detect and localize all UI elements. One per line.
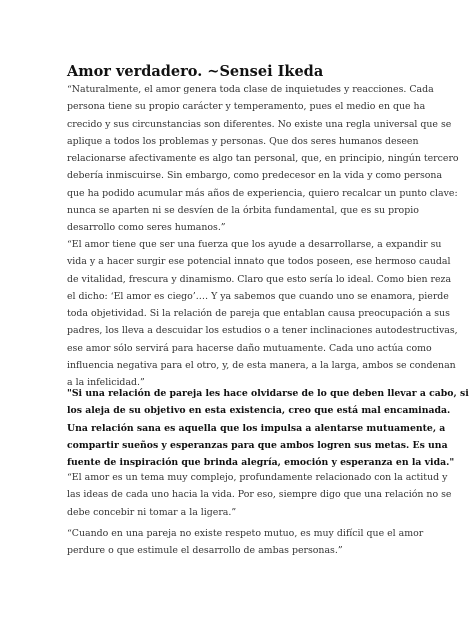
paragraph-line: influencia negativa para el otro, y, de esta manera, a la larga, ambos se condenan — [67, 360, 456, 372]
paragraph-line: el dicho: ‘El amor es ciego’.… Y ya sabemos que cuando uno se enamora, pierde — [67, 290, 449, 302]
paragraph-line: las ideas de cada uno hacia la vida. Por eso, siempre digo que una relación no se — [67, 489, 452, 501]
paragraph-line: ese amor sólo servirá para hacerse daño mutuamente. Cada uno actúa como — [67, 342, 432, 354]
paragraph-naturalmente — [67, 81, 459, 237]
paragraph-line: fuente de inspiración que brinda alegría, emoción y esperanza en la vida." — [67, 457, 455, 469]
paragraph-bold-quote — [67, 385, 469, 471]
paragraph-line: de vitalidad, frescura y dinamismo. Claro que esto sería lo ideal. Como bien reza — [67, 273, 452, 285]
paragraph-line: perdure o que estimule el desarrollo de ambas personas.” — [67, 545, 343, 557]
paragraph-line: “Naturalmente, el amor genera toda clase de inquietudes y reacciones. Cada — [67, 84, 434, 95]
paragraph-line: compartir sueños y esperanzas para que ambos logren sus metas. Es una — [67, 439, 448, 451]
paragraph-line: persona tiene su propio carácter y temperamento, pues el medio en que ha — [67, 101, 426, 113]
paragraph-line: relacionarse afectivamente es algo tan personal, que, en principio, ningún tercero — [67, 153, 459, 165]
paragraph-line: debería inmiscuirse. Sin embargo, como predecesor en la vida y como persona — [67, 170, 443, 182]
paragraph-tema-complejo — [67, 469, 452, 521]
paragraph-line: que ha podido acumular más años de experiencia, quiero recalcar un punto clave: — [67, 187, 458, 199]
paragraph-line: nunca se aparten ni se desvíen de la órbita fundamental, que es su propio — [67, 205, 419, 217]
paragraph-line: "Si una relación de pareja les hace olvidarse de lo que deben llevar a cabo, si — [67, 388, 469, 399]
paragraph-line: padres, los lleva a descuidar los estudios o a tener inclinaciones autodestructivas, — [67, 325, 458, 337]
document-title: Amor verdadero. ~Sensei Ikeda — [67, 63, 324, 80]
paragraph-line: “El amor es un tema muy complejo, profundamente relacionado con la actitud y — [67, 472, 448, 483]
paragraph-line: aplique a todos los problemas y personas. Que dos seres humanos deseen — [67, 135, 419, 147]
paragraph-line: toda objetividad. Si la relación de pareja que entablan causa preocupación a sus — [67, 308, 450, 320]
paragraph-line: los aleja de su objetivo en esta existencia, creo que está mal encaminada. — [67, 405, 451, 417]
paragraph-line: a la infelicidad.” — [67, 377, 145, 389]
paragraph-line: “Cuando en una pareja no existe respeto mutuo, es muy difícil que el amor — [67, 528, 424, 539]
paragraph-line: vida y a hacer surgir ese potencial innato que todos poseen, ese hermoso caudal — [67, 256, 451, 268]
paragraph-line: debe concebir ni tomar a la ligera.” — [67, 506, 237, 518]
paragraph-line: crecido y sus circunstancias son diferentes. No existe una regla universal que se — [67, 118, 452, 130]
paragraph-respeto-mutuo — [67, 525, 424, 560]
paragraph-el-amor-fuerza — [67, 236, 458, 392]
paragraph-line: Una relación sana es aquella que los impulsa a alentarse mutuamente, a — [67, 422, 446, 434]
paragraph-line: “El amor tiene que ser una fuerza que los ayude a desarrollarse, a expandir su — [67, 239, 442, 250]
paragraph-line: desarrollo como seres humanos.” — [67, 222, 226, 234]
